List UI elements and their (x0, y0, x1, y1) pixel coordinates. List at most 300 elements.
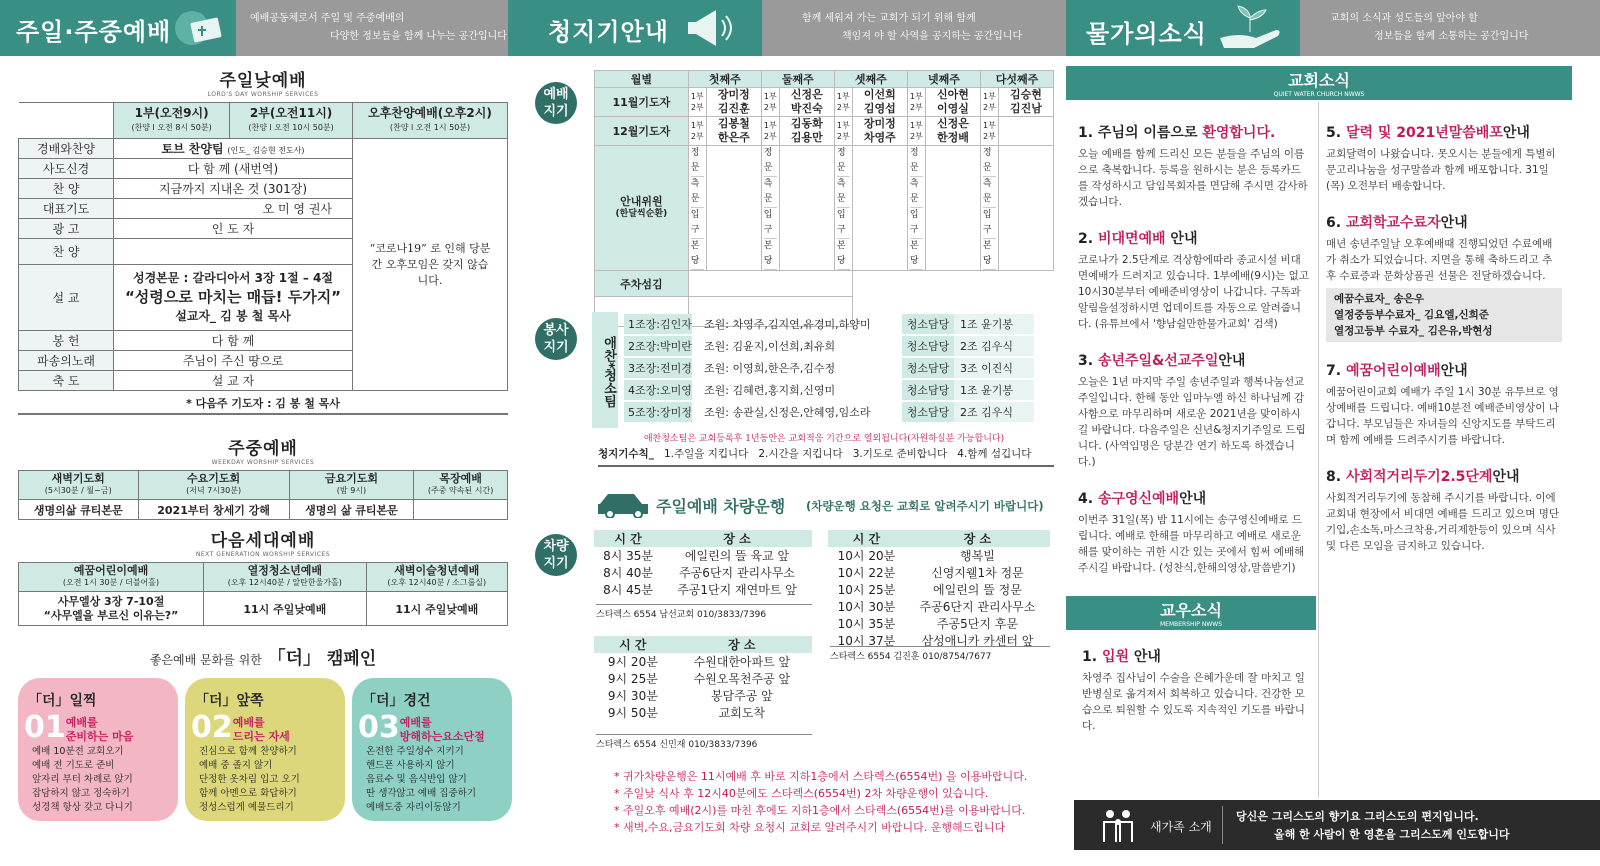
nextgen-col-title: 예꿈어린이예배 (73, 564, 149, 577)
weekday-col-time: (주중 약속된 시간) (427, 486, 494, 495)
campaign-heading (18, 644, 508, 670)
team-row (624, 358, 1034, 380)
order-value: 오 미 영 권사 (114, 199, 353, 219)
order-label: 경배와찬양 (19, 139, 114, 159)
news-text: 오늘은 1년 마지막 주일 송년주일과 행복나눔선교주일입니다. 한해 동안 임마누엘 하신 하나님께 감사함으로 마무리하며 새로운 2021년을 맞이하시길 바랍니다. 다음주일은 신년&청지기주일로 드립니다. (사역임명은 당분간 연기 하도록 하겠습니다.) (1078, 376, 1306, 468)
sermon-cell (114, 265, 353, 331)
graduate-line: 예꿈수료자_ 송은우 (1334, 293, 1425, 305)
order-label: 대표기도 (19, 199, 114, 219)
campaign-card-item: 예배 중 졸지 않기 (199, 760, 273, 771)
service-header-title: 청지기안내 (548, 18, 669, 46)
sunday-col-1 (114, 103, 230, 139)
column-divider (1318, 102, 1319, 798)
usher-position: 본당 (910, 239, 923, 270)
usher-position: 입구 (764, 208, 777, 239)
campaign-card-item: 함께 아멘으로 화답하기 (199, 788, 297, 799)
prayer-name: 김영섭 (863, 102, 896, 115)
news-suffix: 안내 (1440, 215, 1468, 231)
team-members: 조원: 송관실,신정은,안혜영,임소라 (704, 406, 871, 419)
cleaning-assignee: 2조 김우식 (954, 402, 1034, 422)
order-value (114, 139, 353, 159)
praise-team: 토브 찬양팀 (161, 142, 224, 156)
car-keepers-badge: 차량 지기 (535, 534, 577, 576)
news-heading (1326, 466, 1562, 486)
sermon-preacher: 설교자_ 김 봉 철 목사 (175, 309, 291, 323)
usher-position: 정문 (983, 146, 996, 177)
service-slot (980, 117, 998, 146)
usher-position: 입구 (837, 208, 850, 239)
steward-rules-label: 청지기수칙_ (598, 448, 654, 460)
car-place: 행복빌 (960, 549, 995, 563)
car-note-line: * 새벽,수요,금요기도회 차량 요청시 교회로 알려주시기 바랍니다. 운행해드립니다 (614, 821, 1006, 834)
prayer-month-label: 12월기도자 (595, 117, 689, 146)
steward-rule: 2.시간을 지킵니다 (758, 448, 843, 460)
usher-positions (688, 146, 706, 271)
news-suffix: 안내 (1218, 353, 1246, 369)
car-place: 삼성애니카 카센터 앞 (921, 634, 1034, 648)
car-time: 9시 30분 (607, 689, 658, 703)
news-num: 1. 주님의 이름으로 (1078, 125, 1203, 141)
campaign-lead-line: 준비하는 마음 (65, 730, 134, 743)
campaign-card-number: 03 (358, 710, 400, 745)
prayer-name: 김동화 (790, 117, 823, 130)
news-item (1326, 122, 1562, 194)
news-num: 4. (1078, 491, 1098, 507)
campaign-pre: 좋은예배 문화를 위한 (149, 653, 262, 667)
prayer-name: 신정은 (790, 88, 823, 101)
campaign-card (18, 678, 178, 821)
order-label: 찬 양 (19, 179, 114, 199)
service-slot (688, 117, 706, 146)
prayer-names (706, 117, 761, 146)
campaign-card-title (352, 678, 512, 710)
car-place: 에일린의 뜰 육교 앞 (684, 549, 790, 563)
usher-position: 본당 (764, 239, 777, 270)
worship-header-desc (236, 0, 508, 56)
praise-leader: (인도_ 김승현 전도사) (227, 146, 305, 155)
news-key: 달력 및 2021년말씀배포 (1345, 125, 1503, 141)
car-row (594, 653, 812, 670)
car-place-header: 장 소 (672, 636, 812, 653)
family-icon (1098, 806, 1138, 847)
news-key: 송년주일&선교주일 (1097, 353, 1219, 369)
member-news-suffix: 안내 (1129, 649, 1161, 665)
weekday-col-title: 금요기도회 (324, 472, 379, 485)
order-label: 축 도 (19, 371, 114, 391)
news-key: 환영합니다. (1202, 125, 1276, 141)
news-num: 2. (1078, 231, 1098, 247)
campaign-card-item: 온전한 주일성수 지키기 (366, 746, 464, 757)
news-suffix: 안내 (1502, 125, 1530, 141)
car-time: 10시 37분 (837, 634, 896, 648)
order-label: 사도신경 (19, 159, 114, 179)
campaign-card-lead (18, 710, 178, 745)
usher-positions (980, 146, 998, 271)
usher-position: 측문 (691, 177, 704, 208)
sunday-col-1-title: 1부(오전9시) (134, 106, 209, 120)
week-header: 다섯째주 (980, 71, 1053, 88)
usher-assignee (998, 146, 1053, 271)
order-value: 인 도 자 (114, 219, 353, 239)
usher-position: 정문 (910, 146, 923, 177)
week-header: 셋째주 (834, 71, 907, 88)
prayer-names (998, 88, 1053, 117)
cleaning-assignee: 2조 김우식 (954, 336, 1034, 356)
usher-title: 안내위원 (620, 195, 663, 208)
megaphone-icon (678, 6, 732, 53)
slot-1: 1부 (983, 121, 996, 130)
order-value: 다 함 께 (114, 331, 353, 351)
campaign-card-item: 예배 10분전 교회오기 (32, 746, 124, 757)
prayer-names (925, 88, 980, 117)
fellowship-cleaning-team-label: 애찬*청소팀 (592, 312, 618, 428)
order-label: 찬 양 (19, 239, 114, 265)
car-time-header: 시 간 (828, 530, 905, 547)
member-news-num: 1. (1082, 649, 1102, 665)
member-news-heading (1082, 646, 1312, 666)
news-suffix: 안내 (1492, 469, 1520, 485)
weekday-col-title: 목장예배 (439, 472, 482, 485)
car-place: 신영지웰1차 정문 (931, 566, 1024, 580)
church-news-left (1078, 122, 1310, 594)
slot-1: 1부 (763, 92, 777, 101)
slot-2: 2부 (763, 103, 777, 112)
service-desc-line2: 책임져 야 할 사역을 공지하는 공간입니다 (842, 31, 1023, 42)
sermon-scripture: 성경본문 : 갈라디아서 3장 1절 – 4절 (132, 271, 334, 285)
usher-sub: (한달씩순환) (615, 209, 668, 219)
parking-label: 주차섬김 (595, 271, 689, 297)
worship-desc-line1: 예배공동체로서 주일 및 주중예배의 (250, 13, 405, 24)
nextgen-col (204, 563, 367, 592)
car-time: 8시 35분 (603, 549, 653, 563)
sermon-title: “성령으로 마치는 매듭! 두가지” (124, 288, 342, 306)
weekday-value: 생명의 삶 큐티본문 (289, 500, 414, 520)
service-slot (834, 88, 852, 117)
car-row (594, 704, 812, 721)
usher-position: 본당 (983, 239, 996, 270)
team-rows (624, 314, 1034, 424)
news-header-desc (1300, 0, 1600, 56)
campaign-card-item: 예배 전 기도로 준비 (32, 760, 115, 771)
prayer-name: 차영주 (863, 131, 896, 144)
team-row (624, 402, 1034, 424)
cleaning-label: 청소담당 (902, 358, 954, 378)
car-note-line: * 주일낮 식사 후 12시40분에도 스타렉스(6554번) 2차 차량운행이 있습니다. (614, 787, 989, 800)
weekday-col-time: (밤 9시) (336, 486, 367, 495)
campaign-card-item: 진심으로 함께 찬양하기 (199, 746, 297, 757)
service-slot (761, 88, 779, 117)
worship-keepers-badge: 예배 지기 (535, 82, 577, 124)
cleaning-assignee: 1조 윤기봉 (954, 314, 1034, 334)
car-note-line: * 주일오후 예배(2시)를 마친 후에도 지하1층에서 스타렉스(6554번)를 이용바랍니다. (614, 804, 1026, 817)
campaign-lead-line: 드리는 자세 (232, 730, 290, 743)
news-heading (1078, 122, 1310, 142)
campaign-card-item: 정성스럽게 예물드리기 (199, 802, 294, 813)
campaign-card-number: 02 (191, 710, 233, 745)
sunday-col-2-sub: (찬양 l 오전 10시 50분) (248, 123, 334, 132)
car-time: 10시 30분 (837, 600, 896, 614)
member-news-item (1082, 646, 1312, 734)
car-table-3 (828, 530, 1050, 649)
news-num: 8. (1326, 469, 1346, 485)
campaign-cards (18, 678, 512, 821)
weekday-table (18, 470, 508, 520)
week-header: 둘째주 (761, 71, 834, 88)
slot-1: 1부 (909, 92, 923, 101)
news-suffix: 안내 (1165, 231, 1198, 247)
footer-line1: 당신은 그리스도의 향기요 그리스도의 편지입니다. (1236, 810, 1479, 823)
steward-rule: 3.기도로 준비합니다 (852, 448, 948, 460)
member-news-subtitle: MEMBERSHIP NWWS (1160, 621, 1222, 628)
news-item (1326, 466, 1562, 554)
team-leader: 1조장:김인자 (624, 314, 692, 334)
campaign-card-item: 딴 생각않고 예배 집중하기 (366, 788, 477, 799)
news-text: 코로나가 2.5단계로 격상함에따라 종교시설 비대면예배가 드려지고 있습니다. 1부예배(9시)는 없고 10시30분부터 예배준비영상이 나갑니다. 구독과 알림을설정하시면 업데이트를 자동으로 알려줍니다. (유튜브에서 '향남쉴만한물가교회' 검색) (1078, 254, 1309, 330)
sunday-col-3-title: 오후찬양예배(오후2시) (368, 106, 492, 120)
steward-rule: 4.함께 섬깁니다 (957, 448, 1032, 460)
order-value: 주님이 주신 땅으로 (114, 351, 353, 371)
usher-assignee (852, 146, 907, 271)
news-item (1078, 228, 1310, 332)
church-news-title: 교회소식 (1288, 71, 1350, 90)
car-row (828, 598, 1050, 615)
car-time: 9시 50분 (607, 706, 658, 720)
car-time: 10시 35분 (837, 617, 896, 631)
weekday-value: 2021부터 창세기 강해 (138, 500, 289, 520)
service-slot (980, 88, 998, 117)
car-place-header: 장 소 (905, 530, 1050, 547)
usher-position: 측문 (837, 177, 850, 208)
car-title: 주일예배 차량운행 (656, 497, 786, 516)
weekday-col (138, 471, 289, 500)
news-text: 교회달력이 나왔습니다. 못오시는 분들에게 특별히 문고리나눔을 성구말씀과 함께 배포합니다. 31일(목) 오전부터 배송합니다. (1326, 148, 1556, 192)
car-row (828, 615, 1050, 632)
car-row (594, 564, 812, 581)
prayer-names (852, 88, 907, 117)
campaign-card-lead (185, 710, 345, 745)
car-row (594, 581, 812, 598)
campaign-card-list (352, 745, 512, 815)
member-news-text: 차영주 집사님이 수술을 은혜가운데 잘 마치고 일반병실로 옮겨져서 회복하고 있습니다. 건강한 모습으로 퇴원할 수 있도록 지속적인 기도를 바랍니다. (1082, 672, 1305, 732)
sunday-col-3-sub: (찬양 l 오전 1시 50분) (389, 123, 471, 132)
hand-plant-icon (1216, 4, 1286, 53)
usher-label (595, 146, 689, 271)
campaign-mark: 「더」 (267, 648, 322, 669)
usher-positions (834, 146, 852, 271)
sunday-col-3 (353, 103, 508, 139)
campaign-card-label: 일찍 (69, 693, 97, 709)
usher-position: 정문 (691, 146, 704, 177)
prayer-names (852, 117, 907, 146)
slot-2: 2부 (909, 132, 923, 141)
car-table-1 (594, 530, 812, 598)
service-header (508, 0, 762, 56)
nextgen-col-time: (오전 1시 30분 / 더블어홀) (62, 578, 160, 587)
nextgen-col (19, 563, 204, 592)
team-leader: 2조장:박미란 (624, 336, 692, 356)
car-table-header (594, 636, 812, 653)
weekday-col (19, 471, 139, 500)
news-item (1078, 488, 1310, 576)
campaign-mark-text: 더 (285, 648, 304, 669)
news-num: 5. (1326, 125, 1346, 141)
parking-cell (688, 271, 852, 297)
slot-1: 1부 (763, 121, 777, 130)
member-news-key: 입원 (1101, 649, 1129, 665)
car-place: 주공6단지 관리사무소 (679, 566, 795, 580)
church-news-banner (1066, 66, 1572, 100)
car-time: 9시 20분 (607, 655, 658, 669)
slot-2: 2부 (836, 103, 850, 112)
cleaning-label: 청소담당 (902, 336, 954, 356)
cleaning-label: 청소담당 (902, 314, 954, 334)
campaign-mark-icon: 「더」 (362, 693, 404, 709)
car-icon (596, 492, 652, 521)
car-row (594, 547, 812, 564)
steward-rules (598, 446, 1054, 467)
cleaning-label: 청소담당 (902, 402, 954, 422)
campaign-card-title (185, 678, 345, 710)
news-suffix: 안내 (1440, 363, 1468, 379)
member-news-title: 교우소식 (1160, 601, 1222, 620)
prayer-names (706, 88, 761, 117)
usher-position: 입구 (983, 208, 996, 239)
order-value (114, 239, 353, 265)
service-slot (761, 117, 779, 146)
nextgen-section (18, 526, 508, 626)
prayer-name: 박진숙 (790, 102, 823, 115)
service-header-desc (762, 0, 1066, 56)
service-keepers-badge: 봉사 지기 (535, 318, 577, 360)
car-place: 에일린의 뜰 정문 (933, 583, 1022, 597)
slot-2: 2부 (763, 132, 777, 141)
prayer-name: 이영실 (936, 102, 969, 115)
weekday-col-time: (저녁 7시30분) (186, 486, 242, 495)
slot-1: 1부 (983, 92, 996, 101)
campaign-card-label: 앞쪽 (236, 693, 264, 709)
nextgen-col-title: 열정청소년예배 (247, 564, 322, 577)
slot-1: 1부 (909, 121, 923, 130)
car-place: 주공6단지 관리사무소 (919, 600, 1036, 614)
sunday-order-table (18, 102, 508, 391)
car-time: 8시 40분 (603, 566, 653, 580)
news-text: 매년 송년주일날 오후예배때 진행되었던 수료예배가 취소가 되었습니다. 지면을 통해 축하드리고 추후 수료증과 문화상품권 선물은 전달하겠습니다. (1326, 238, 1553, 282)
prayer-name: 장미정 (717, 88, 750, 101)
team-members: 조원: 이영희,한은주,김수정 (704, 362, 836, 375)
worship-header (0, 0, 236, 56)
prayer-name: 한정배 (936, 131, 969, 144)
bible-icon (172, 8, 224, 48)
car-notes (614, 768, 1027, 836)
service-desc-line1: 함께 세워져 가는 교회가 되기 위해 함께 (802, 13, 976, 24)
campaign-card-item: 단정한 옷차림 입고 오기 (199, 774, 300, 785)
nextgen-value: 11시 주일낮예배 (366, 592, 507, 626)
next-prayer: * 다음주 기도자 : 김 봉 철 목사 (18, 395, 508, 415)
prayer-name: 김진남 (1010, 102, 1042, 115)
car-time: 10시 25분 (837, 583, 896, 597)
car-time: 8시 45분 (603, 583, 653, 597)
car-place: 주공1단지 재연마트 앞 (677, 583, 797, 597)
order-label: 파송의노래 (19, 351, 114, 371)
sunday-col-2-title: 2부(오전11시) (249, 106, 333, 120)
weekday-section (18, 434, 508, 520)
campaign-card-lead (352, 710, 512, 745)
slot-2: 2부 (983, 103, 996, 112)
car-place: 수원대한아파트 앞 (693, 655, 791, 669)
car-time: 10시 22분 (837, 566, 896, 580)
usher-positions (761, 146, 779, 271)
cleaning-assignee: 1조 윤기봉 (954, 380, 1034, 400)
prayer-name: 김봉철 (717, 117, 750, 130)
team-members: 조원: 김윤지,이선희,최유희 (704, 340, 836, 353)
footer-line2: 올해 한 사람이 한 영혼을 그리스도께 인도합니다 (1274, 828, 1510, 841)
campaign-card-title (18, 678, 178, 710)
campaign-card (352, 678, 512, 821)
cleaning-assignee: 3조 이진식 (954, 358, 1034, 378)
team-leader: 5조장:장미정 (624, 402, 692, 422)
usher-position: 입구 (691, 208, 704, 239)
prayer-name: 김진훈 (717, 102, 750, 115)
car-place: 봉담주공 앞 (710, 689, 773, 703)
usher-position: 입구 (910, 208, 923, 239)
service-slot (834, 117, 852, 146)
campaign-card-item: 성경책 항상 갖고 다니기 (32, 802, 133, 813)
member-news-banner (1066, 596, 1316, 630)
team-leader: 3조장:전미경 (624, 358, 692, 378)
sermon-label: 설 교 (19, 265, 114, 331)
news-item (1326, 212, 1562, 342)
campaign-card-lead-text (66, 716, 134, 744)
usher-position: 정문 (764, 146, 777, 177)
nextgen-table (18, 562, 508, 626)
sunday-col-1-sub: (찬양 l 오전 8시 50분) (131, 123, 212, 132)
slot-2: 2부 (836, 132, 850, 141)
usher-position: 측문 (983, 177, 996, 208)
slot-2: 2부 (909, 103, 923, 112)
campaign-mark-icon: 「더」 (195, 693, 237, 709)
usher-assignee (925, 146, 980, 271)
nextgen-col-time: (오후 12시40분 / 소그룹실) (387, 578, 487, 587)
service-slot (688, 88, 706, 117)
news-num: 3. (1078, 353, 1098, 369)
order-label: 광 고 (19, 219, 114, 239)
news-heading (1078, 488, 1310, 508)
team-members: 조원: 차영주,김지연,유경미,하양미 (704, 318, 871, 331)
prayer-month-label: 11월기도자 (595, 88, 689, 117)
team-row (624, 336, 1034, 358)
car-time: 10시 20분 (837, 549, 896, 563)
car-row (828, 581, 1050, 598)
prayer-name: 신아현 (936, 88, 969, 101)
news-heading (1326, 360, 1562, 380)
campaign-card-item: 앞자리 부터 차례로 앉기 (32, 774, 133, 785)
prayer-name: 신정은 (936, 117, 969, 130)
news-key: 비대면예배 (1097, 231, 1166, 247)
campaign-lead-line: 예배를 (232, 716, 265, 729)
news-key: 송구영신예배 (1097, 491, 1180, 507)
team-leader: 4조장:오미영 (624, 380, 692, 400)
slot-1: 1부 (836, 92, 850, 101)
team-row (624, 314, 1034, 336)
usher-assignee (779, 146, 834, 271)
car-driver-1: 스타렉스 6554 남선교회 010/3833/7396 (596, 604, 812, 620)
news-suffix: 안내 (1179, 491, 1207, 507)
news-heading (1326, 122, 1562, 142)
week-header: 넷째주 (907, 71, 980, 88)
campaign-card-list (18, 745, 178, 815)
prayer-name: 김승현 (1010, 88, 1042, 101)
weekday-col-title: 수요기도회 (187, 472, 241, 485)
